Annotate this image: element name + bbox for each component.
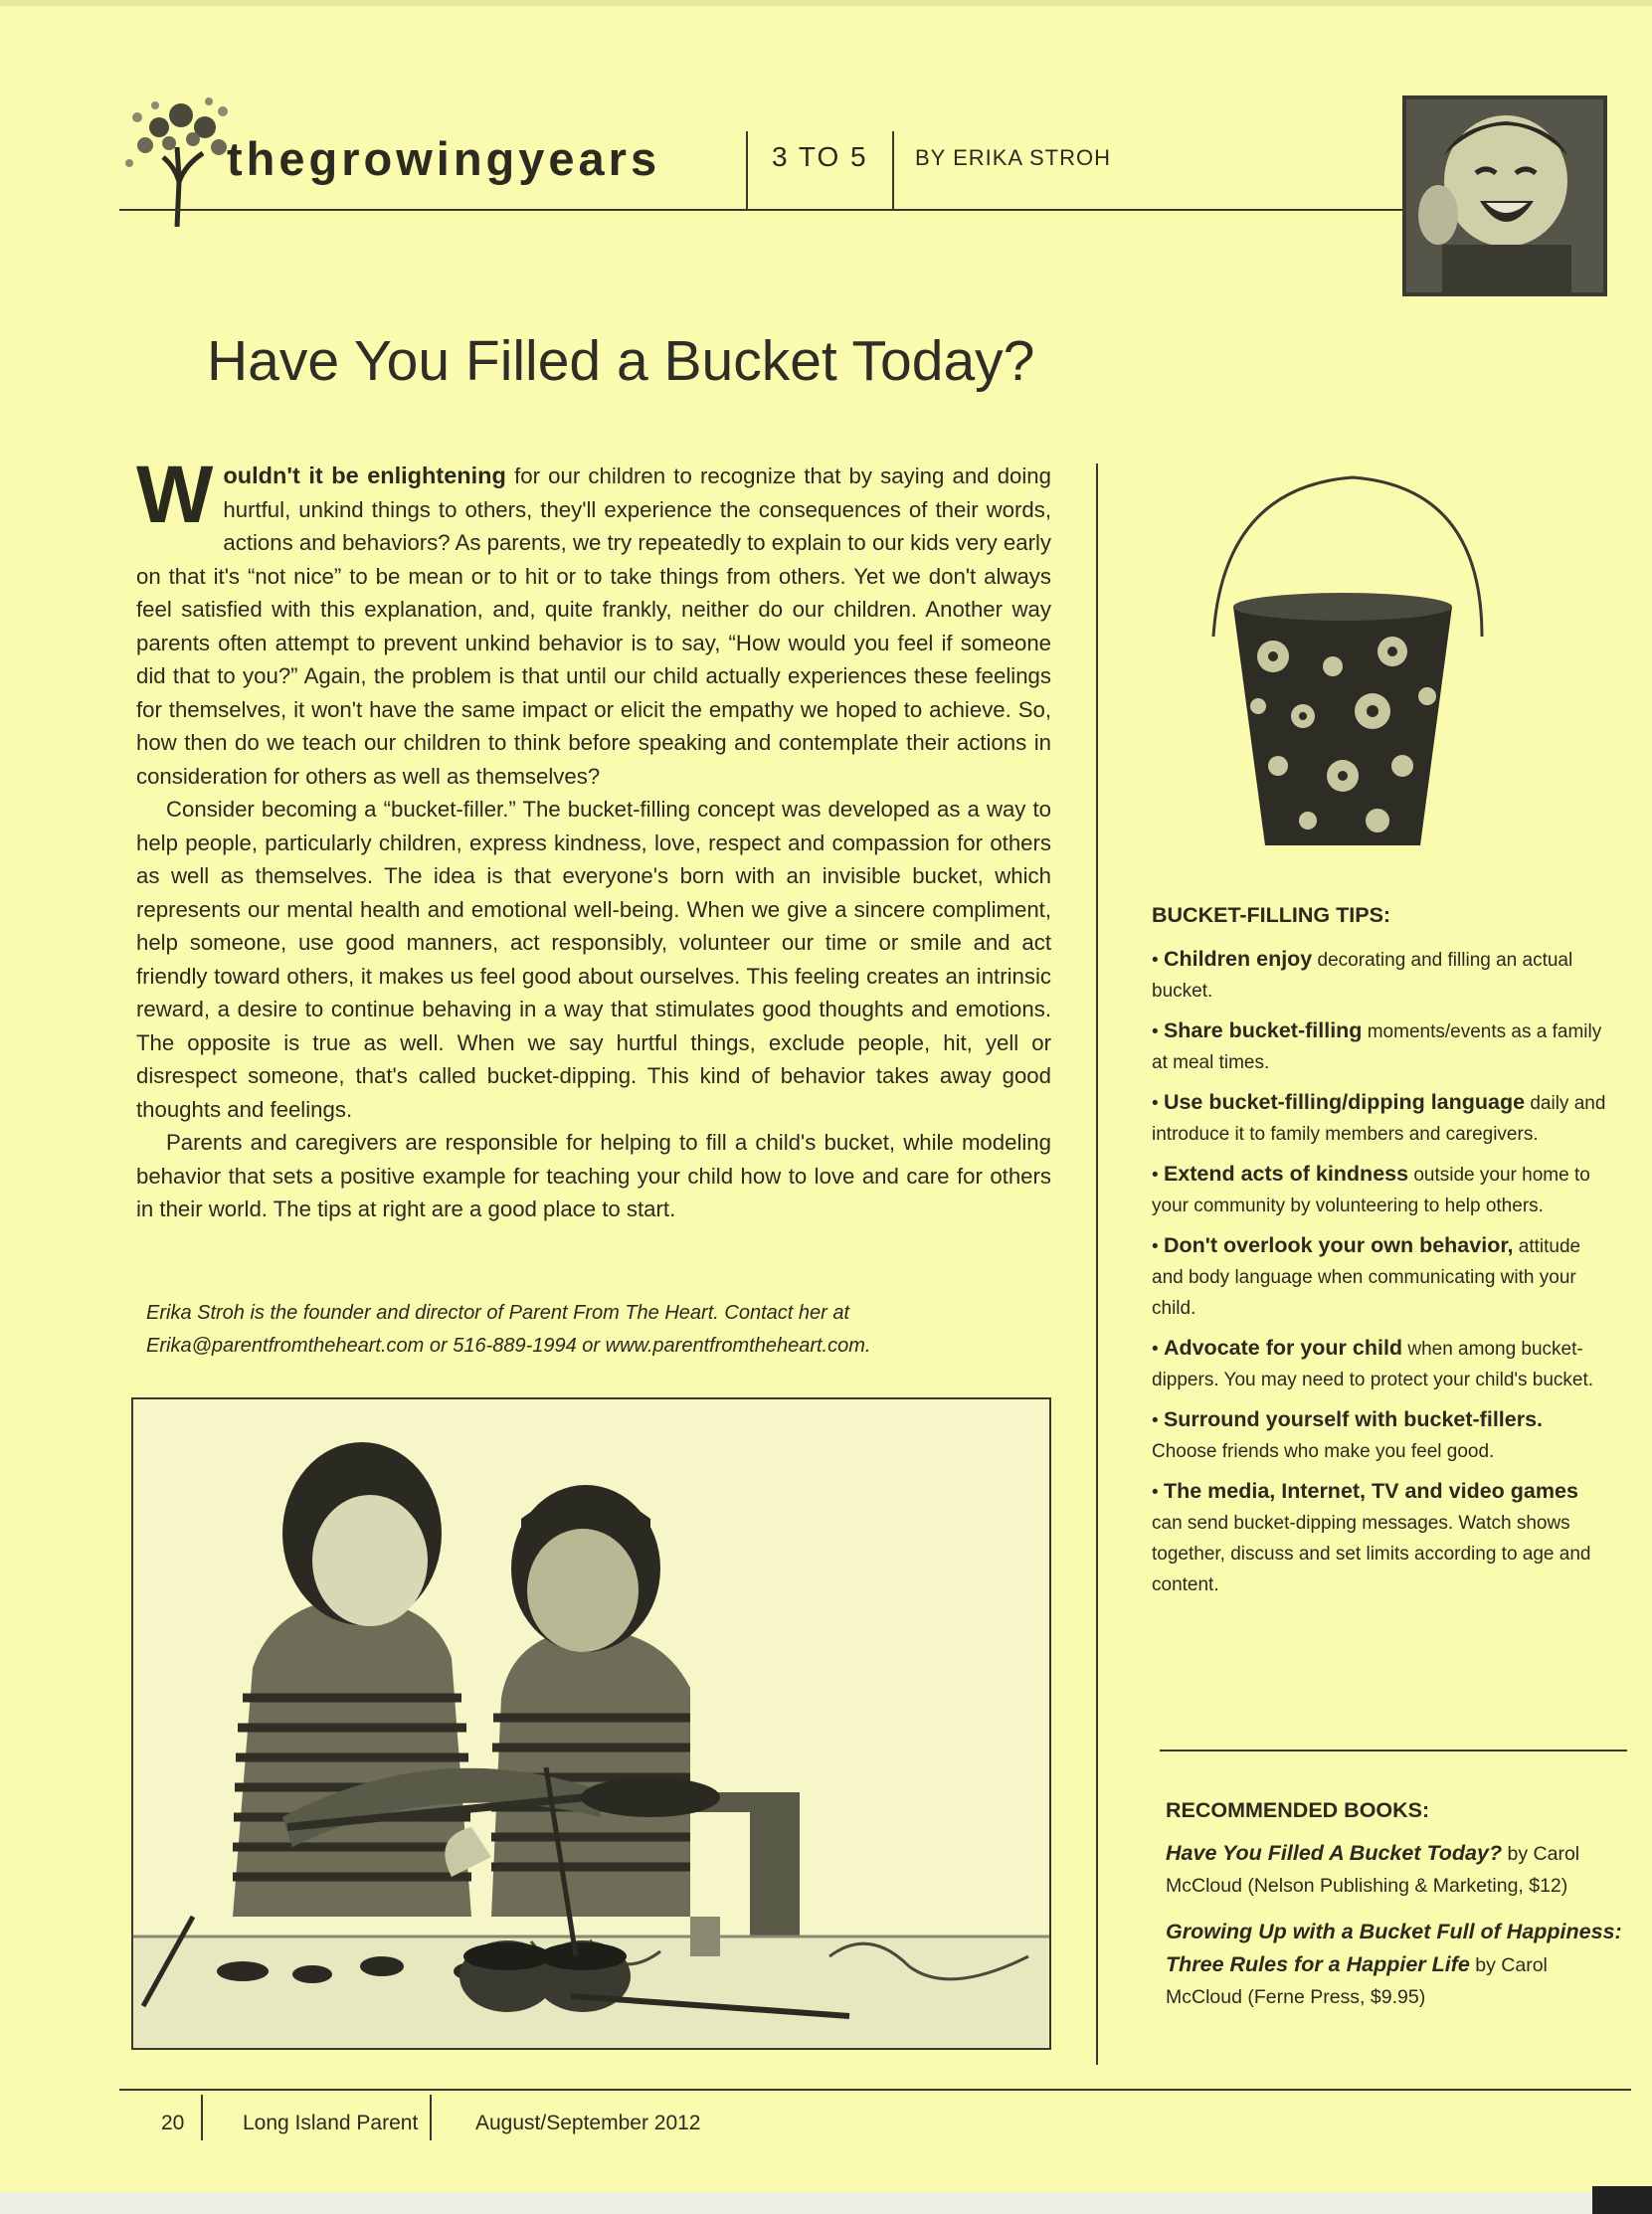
tip-item: • Share bucket-filling moments/events as a family at meal times. bbox=[1152, 1018, 1602, 1073]
tip-lead: Don't overlook your own behavior, bbox=[1163, 1233, 1514, 1257]
book-title: Growing Up with a Bucket Full of Happiness: Three Rules for a Happier Life bbox=[1166, 1920, 1622, 1976]
tip-item: • Extend acts of kindness outside your home to your community by volunteering to help others. bbox=[1152, 1162, 1590, 1216]
tip-item: • Use bucket-filling/dipping language daily and introduce it to family members and caregivers. bbox=[1152, 1090, 1606, 1145]
age-range-label: 3 TO 5 bbox=[772, 141, 868, 172]
book-title: Have You Filled A Bucket Today? bbox=[1166, 1841, 1503, 1865]
lede-text: ouldn't it be enlightening bbox=[223, 462, 506, 488]
children-painting-photo bbox=[131, 1397, 1051, 2050]
book-entry bbox=[1166, 1837, 1623, 1902]
tree-logo-icon bbox=[119, 88, 239, 227]
bucket-filling-tips bbox=[1152, 903, 1611, 1609]
article-body bbox=[136, 450, 1051, 1226]
tip-lead: The media, Internet, TV and video games bbox=[1163, 1479, 1578, 1503]
tips-heading: BUCKET-FILLING TIPS: bbox=[1152, 903, 1391, 927]
tip-text: Choose friends who make you feel good. bbox=[1152, 1441, 1495, 1462]
recommended-books bbox=[1166, 1798, 1623, 2027]
tip-lead: Advocate for your child bbox=[1163, 1336, 1403, 1360]
header-divider bbox=[746, 131, 748, 209]
footer-divider bbox=[201, 2095, 203, 2140]
tip-text: attitude and body language when communicating with your child. bbox=[1152, 1236, 1581, 1319]
tip-item: • Don't overlook your own behavior, attitude and body language when communicating with your child. bbox=[1152, 1233, 1581, 1319]
children-painting-illustration bbox=[133, 1399, 1049, 2048]
tip-lead: Children enjoy bbox=[1163, 947, 1313, 971]
tip-item: • Children enjoy decorating and filling an actual bucket. bbox=[1152, 947, 1573, 1002]
tip-text: when among bucket-dippers. You may need to protect your child's bucket. bbox=[1152, 1339, 1594, 1390]
tip-item: • Surround yourself with bucket-fillers. Choose friends who make you feel good. bbox=[1152, 1407, 1544, 1462]
tip-text: moments/events as a family at meal times. bbox=[1152, 1021, 1602, 1073]
scan-bottom-margin bbox=[0, 2192, 1652, 2214]
book-details: by Carol McCloud (Ferne Press, $9.95) bbox=[1166, 1954, 1548, 2008]
sidebar-rule bbox=[1160, 1750, 1627, 1752]
tip-lead: Extend acts of kindness bbox=[1163, 1162, 1409, 1186]
tips-list bbox=[1152, 944, 1611, 1600]
publication-name: Long Island Parent bbox=[243, 2112, 419, 2134]
tip-text: can send bucket-dipping messages. Watch shows together, discuss and set limits according to age and content. bbox=[1152, 1513, 1591, 1595]
footer-rule bbox=[119, 2089, 1631, 2091]
tip-text: decorating and filling an actual bucket. bbox=[1152, 950, 1573, 1002]
flower-bucket-image bbox=[1184, 467, 1502, 855]
tip-lead: Share bucket-filling bbox=[1163, 1018, 1363, 1042]
tip-item: • The media, Internet, TV and video games can send bucket-dipping messages. Watch shows together, discuss and set limits according to age and content. bbox=[1152, 1479, 1591, 1595]
tip-text: outside your home to your community by volunteering to help others. bbox=[1152, 1165, 1590, 1216]
issue-date: August/September 2012 bbox=[475, 2112, 701, 2134]
article-headline: Have You Filled a Bucket Today? bbox=[207, 329, 1035, 393]
book-entry bbox=[1166, 1916, 1623, 2013]
footer-divider bbox=[430, 2095, 432, 2140]
masthead-title: thegrowingyears bbox=[227, 132, 661, 185]
article-paragraph: Parents and caregivers are responsible for helping to fill a child's bucket, while modeling behavior that sets a positive example for teaching your child how to love and care for others in their world. The tips at right are a good place to start. bbox=[136, 1130, 1051, 1221]
drop-cap: W bbox=[136, 450, 214, 540]
column-divider bbox=[1096, 463, 1098, 2065]
tip-text: daily and introduce it to family members and caregivers. bbox=[1152, 1093, 1606, 1145]
tip-lead: Use bucket-filling/dipping language bbox=[1163, 1090, 1526, 1114]
page-number: 20 bbox=[161, 2112, 185, 2134]
header-rule bbox=[119, 209, 1402, 211]
author-bio: Erika Stroh is the founder and director of Parent From The Heart. Contact her at Erika@parentfromtheheart.com or 516-889-1994 or www.parentfromtheheart.com. bbox=[146, 1302, 871, 1357]
books-heading: RECOMMENDED BOOKS: bbox=[1166, 1798, 1430, 1822]
byline: BY ERIKA STROH bbox=[915, 145, 1111, 170]
paragraph-text: for our children to recognize that by saying and doing hurtful, unkind things to others, they'll experience the consequences of their words, actions and behaviors? As parents, we try repeatedly to explain to our kids very early on that it's “not nice” to be mean or to hit or to take things from others. Yet we don't always feel satisfied with this explanation, and, quite frankly, neither do our children. Another way parents often attempt to prevent unkind behavior is to say, “How would you feel if someone did that to you?” Again, the problem is that until our child actually experiences these feelings for themselves, it won't have the same impact or elicit the empathy we hoped to achieve. So, how then do we teach our children to think before speaking and contemplate their actions in consideration for others as well as themselves? bbox=[136, 463, 1051, 789]
book-details: by Carol McCloud (Nelson Publishing & Marketing, $12) bbox=[1166, 1843, 1580, 1897]
tip-lead: Surround yourself with bucket-fillers. bbox=[1163, 1407, 1544, 1431]
article-paragraph: Consider becoming a “bucket-filler.” The bucket-filling concept was developed as a way to help people, particularly children, express kindness, love, respect and compassion for others as well as themselves. The idea is that everyone's born with an invisible bucket, which represents our mental health and emotional well-being. When we give a sincere compliment, help someone, use good manners, act responsibly, volunteer our time or smile and act friendly toward others, it makes us feel good about ourselves. This feeling creates an intrinsic reward, a desire to continue behaving in a way that stimulates good thoughts and emotions. The opposite is true as well. When we say hurtful things, exclude people, hit, yell or disrespect someone, that's called bucket-dipping. This kind of behavior takes away good thoughts and feelings. bbox=[136, 797, 1051, 1122]
header-divider bbox=[892, 131, 894, 209]
scan-corner-shadow bbox=[1592, 2186, 1652, 2214]
page-top-edge bbox=[0, 0, 1652, 6]
tip-item: • Advocate for your child when among bucket-dippers. You may need to protect your child's bucket. bbox=[1152, 1336, 1594, 1390]
article-paragraph bbox=[136, 450, 1051, 793]
child-portrait-photo bbox=[1402, 95, 1607, 296]
